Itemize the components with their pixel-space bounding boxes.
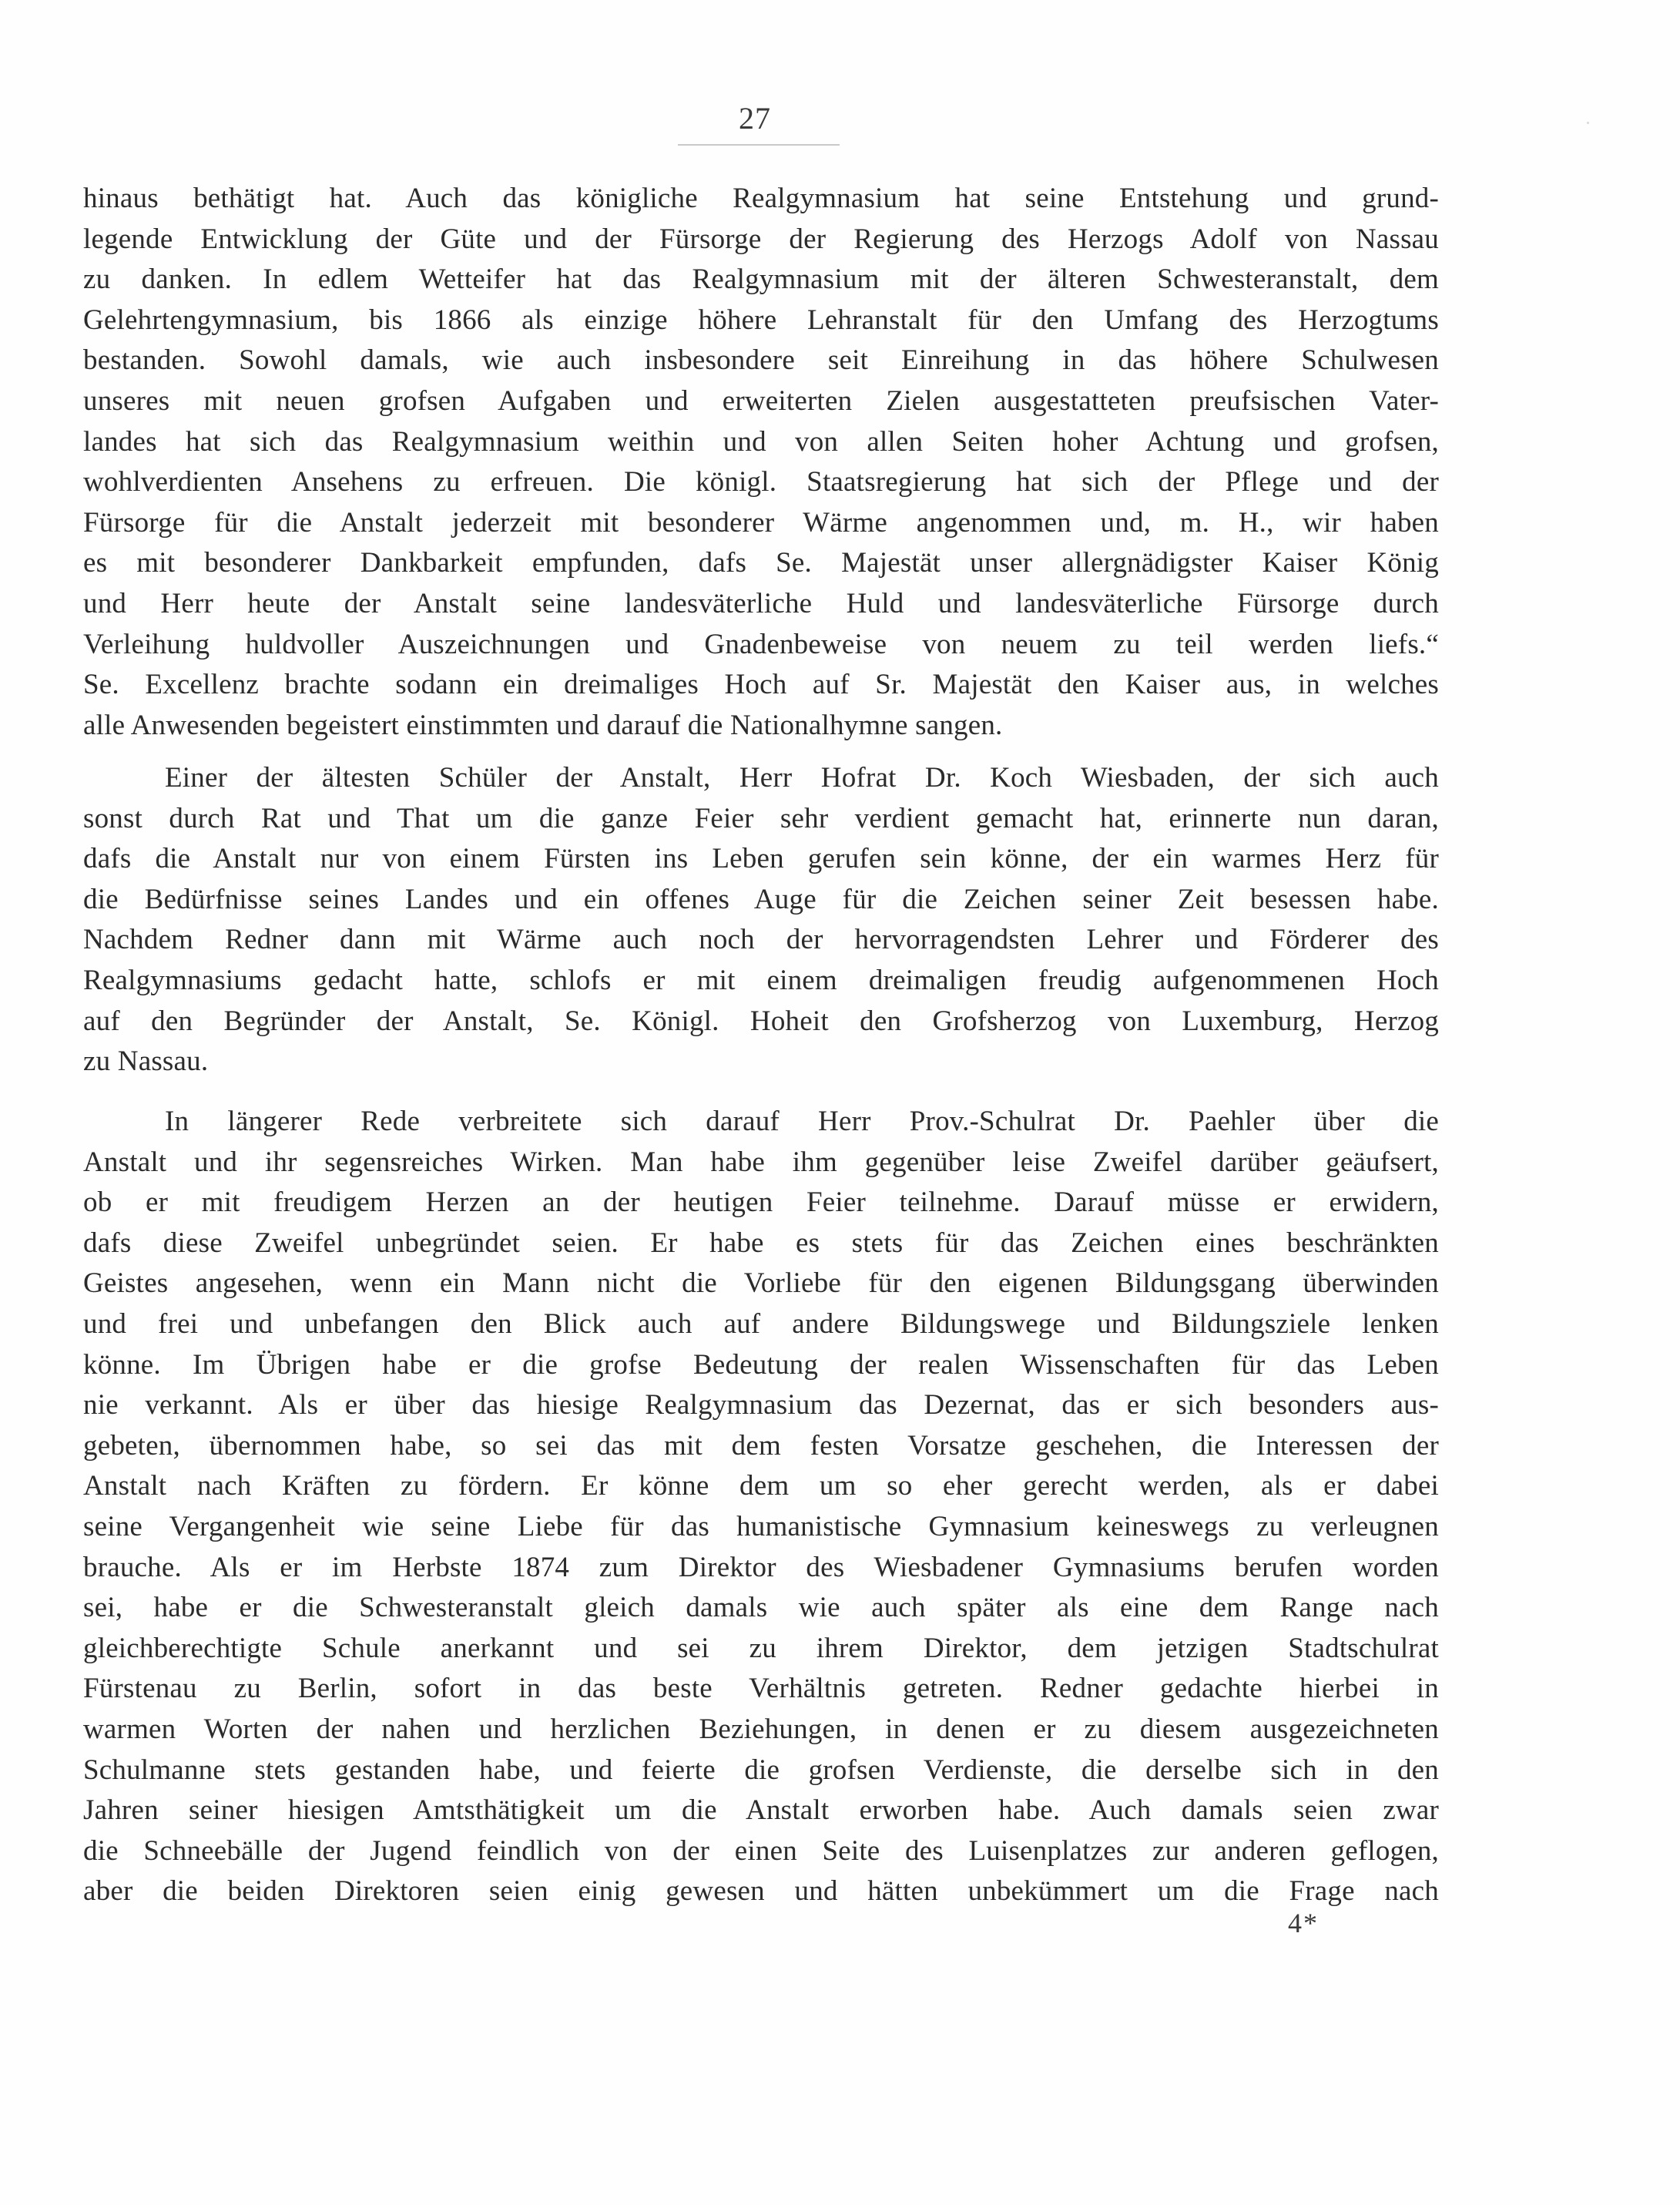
text-line: sei, habe er die Schwesteranstalt gleich damals wie auch später als eine dem Range nach (83, 1592, 1439, 1624)
text-line: Jahren seiner hiesigen Amtsthätigkeit um die Anstalt erworben habe. Auch damals seien zwar (83, 1794, 1439, 1827)
header-rule (678, 144, 840, 146)
text-line: und frei und unbefangen den Blick auch auf andere Bildungswege und Bildungsziele lenken (83, 1307, 1439, 1340)
text-line: es mit besonderer Dankbarkeit empfunden, dafs Se. Majestät unser allergnädigster Kaiser König (83, 547, 1439, 579)
text-line: Anstalt nach Kräften zu fördern. Er könne dem um so eher gerecht werden, als er dabei (83, 1470, 1439, 1502)
text-line: landes hat sich das Realgymnasium weithin und von allen Seiten hoher Achtung und grofsen, (83, 425, 1439, 458)
scan-speck (1587, 122, 1589, 124)
text-line: Fürsorge für die Anstalt jederzeit mit besonderer Wärme angenommen und, m. H., wir haben (83, 506, 1439, 539)
text-line: zu danken. In edlem Wetteifer hat das Realgymnasium mit der älteren Schwesteranstalt, dem (83, 263, 1439, 296)
text-line: warmen Worten der nahen und herzlichen Beziehungen, in denen er zu diesem ausgezeichneten (83, 1713, 1439, 1745)
page-number: 27 (739, 101, 771, 136)
text-line: ob er mit freudigem Herzen an der heutigen Feier teilnehme. Darauf müsse er erwidern, (83, 1186, 1439, 1219)
text-line: gleichberechtigte Schule anerkannt und sei zu ihrem Direktor, dem jetzigen Stadtschulrat (83, 1632, 1439, 1664)
text-line: In längerer Rede verbreitete sich darauf Herr Prov.-Schulrat Dr. Paehler über die (165, 1106, 1439, 1137)
signature-mark: 4* (1288, 1908, 1319, 1938)
text-line: die Schneebälle der Jugend feindlich von der einen Seite des Luisenplatzes zur anderen geflogen, (83, 1834, 1439, 1867)
text-line: seine Vergangenheit wie seine Liebe für das humanistische Gymnasium keineswegs zu verleugnen (83, 1510, 1439, 1542)
text-line: Se. Excellenz brachte sodann ein dreimaliges Hoch auf Sr. Majestät den Kaiser aus, in welches (83, 669, 1439, 701)
text-line: dafs die Anstalt nur von einem Fürsten ins Leben gerufen sein könne, der ein warmes Herz für (83, 843, 1439, 875)
text-line: nie verkannt. Als er über das hiesige Realgymnasium das Dezernat, das er sich besonders aus- (83, 1389, 1439, 1421)
text-line: aber die beiden Direktoren seien einig gewesen und hätten unbekümmert um die Frage nach (83, 1875, 1439, 1908)
text-line: brauche. Als er im Herbste 1874 zum Direktor des Wiesbadener Gymnasiums berufen worden (83, 1551, 1439, 1583)
text-line: Nachdem Redner dann mit Wärme auch noch der hervorragendsten Lehrer und Förderer des (83, 924, 1439, 956)
text-line: legende Entwicklung der Güte und der Fürsorge der Regierung des Herzogs Adolf von Nassau (83, 223, 1439, 255)
paragraph-2 (83, 758, 1439, 1082)
text-line: Realgymnasiums gedacht hatte, schlofs er mit einem dreimaligen freudig aufgenommenen Hoch (83, 964, 1439, 996)
text-line: Geistes angesehen, wenn ein Mann nicht die Vorliebe für den eigenen Bildungsgang überwinden (83, 1267, 1439, 1300)
text-line: Anstalt und ihr segensreiches Wirken. Man habe ihm gegenüber leise Zweifel darüber geäufsert, (83, 1146, 1439, 1178)
text-line: Schulmanne stets gestanden habe, und feierte die grofsen Verdienste, die derselbe sich in den (83, 1754, 1439, 1786)
text-line: hinaus bethätigt hat. Auch das königliche Realgymnasium hat seine Entstehung und grund- (83, 183, 1439, 214)
text-line: wohlverdienten Ansehens zu erfreuen. Die königl. Staatsregierung hat sich der Pflege und der (83, 466, 1439, 498)
paragraph-3 (83, 1102, 1439, 1912)
text-line: unseres mit neuen grofsen Aufgaben und erweiterten Zielen ausgestatteten preufsischen Vater- (83, 384, 1439, 417)
text-line: Gelehrtengymnasium, bis 1866 als einzige höhere Lehranstalt für den Umfang des Herzogtums (83, 304, 1439, 336)
text-line: könne. Im Übrigen habe er die grofse Bedeutung der realen Wissenschaften für das Leben (83, 1348, 1439, 1381)
paragraph-1 (83, 179, 1439, 746)
text-line: bestanden. Sowohl damals, wie auch insbesondere seit Einreihung in das höhere Schulwesen (83, 344, 1439, 377)
text-line: auf den Begründer der Anstalt, Se. Königl. Hoheit den Grofsherzog von Luxemburg, Herzog (83, 1005, 1439, 1037)
text-line: gebeten, übernommen habe, so sei das mit dem festen Vorsatze geschehen, die Interessen der (83, 1429, 1439, 1462)
text-line: und Herr heute der Anstalt seine landesväterliche Huld und landesväterliche Fürsorge durch (83, 587, 1439, 619)
text-line: zu Nassau. (83, 1045, 209, 1078)
text-line: Fürstenau zu Berlin, sofort in das beste Verhältnis getreten. Redner gedachte hierbei in (83, 1673, 1439, 1705)
text-line: dafs diese Zweifel unbegründet seien. Er habe es stets für das Zeichen eines beschränkten (83, 1227, 1439, 1259)
text-line: alle Anwesenden begeistert einstimmten und darauf die Nationalhymne sangen. (83, 709, 1003, 741)
text-line: Verleihung huldvoller Auszeichnungen und Gnadenbeweise von neuem zu teil werden liefs.“ (83, 628, 1439, 660)
text-line: Einer der ältesten Schüler der Anstalt, Herr Hofrat Dr. Koch Wiesbaden, der sich auch (165, 762, 1439, 794)
text-line: sonst durch Rat und That um die ganze Feier sehr verdient gemacht hat, erinnerte nun daran, (83, 802, 1439, 834)
text-line: die Bedürfnisse seines Landes und ein offenes Auge für die Zeichen seiner Zeit besessen habe. (83, 883, 1439, 915)
